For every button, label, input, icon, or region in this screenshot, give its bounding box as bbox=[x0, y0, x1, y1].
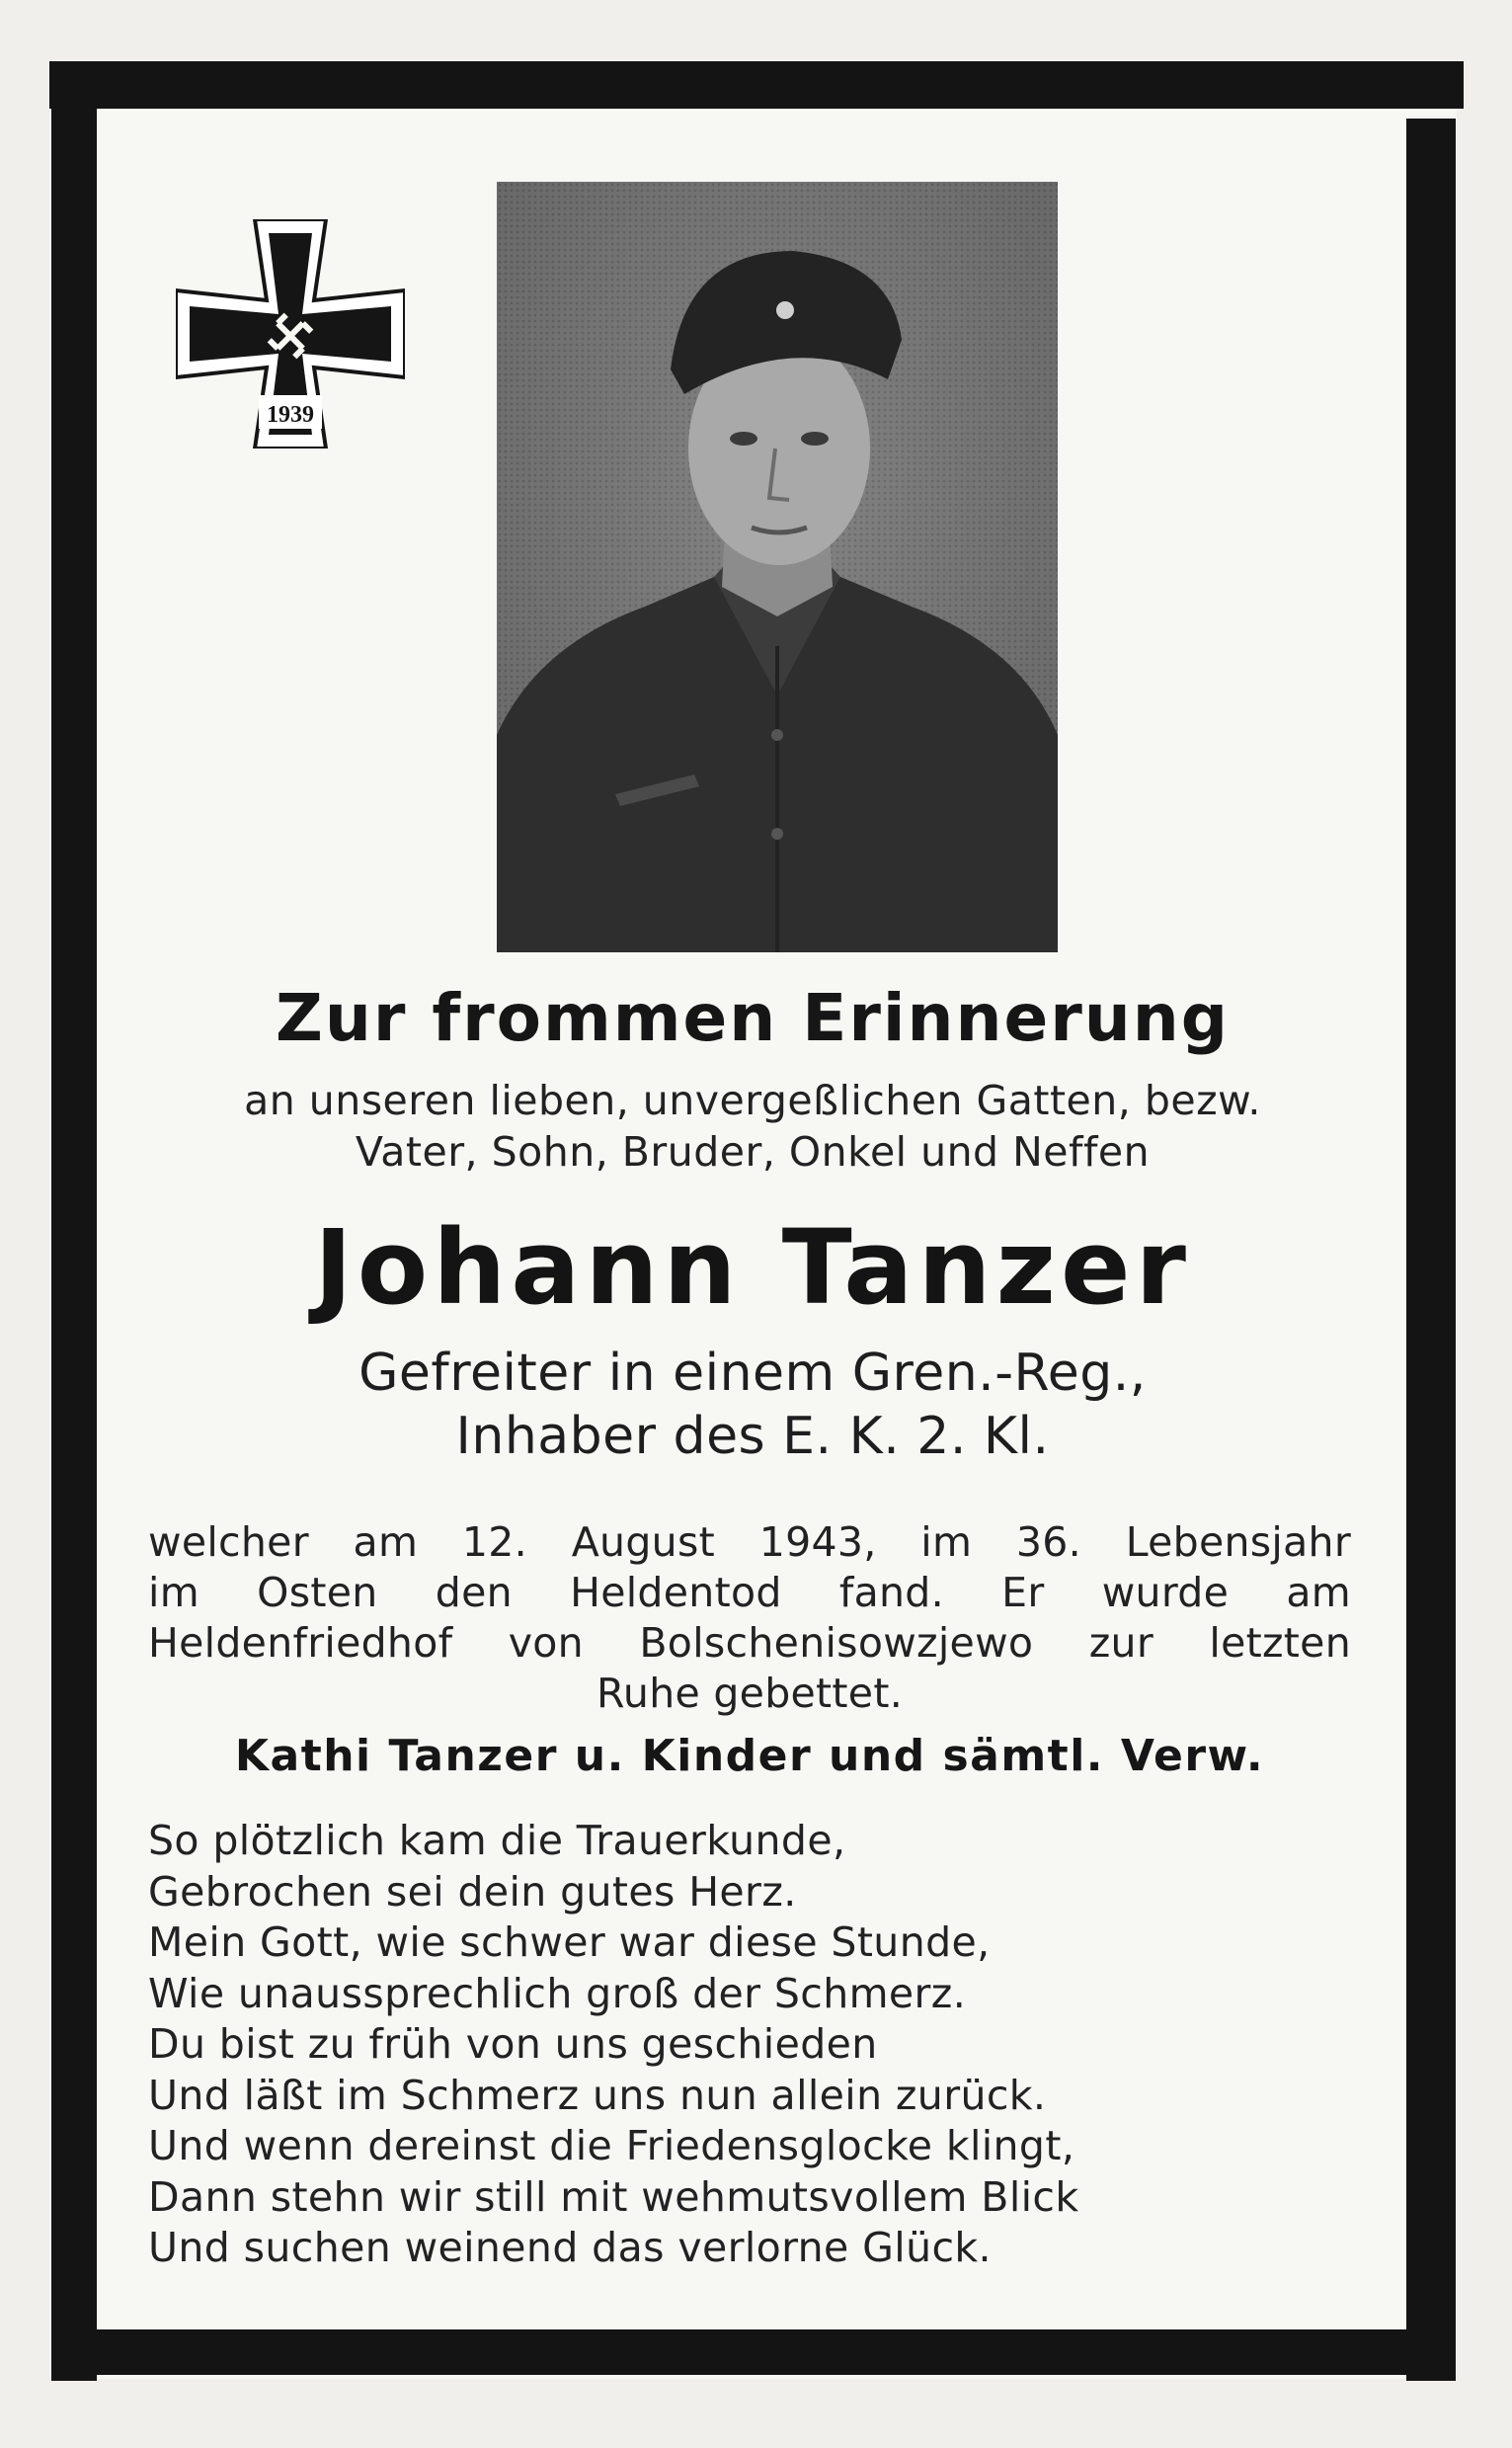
emblem-year: 1939 bbox=[267, 402, 314, 428]
details-line: Ruhe gebettet. bbox=[596, 1670, 904, 1717]
mourning-border-right bbox=[1406, 119, 1456, 2381]
rank-line: Inhaber des E. K. 2. Kl. bbox=[455, 1407, 1050, 1466]
details-line: Heldenfriedhof von Bolschenisowzjewo zur letzten bbox=[148, 1619, 1351, 1667]
death-details bbox=[148, 1517, 1351, 1719]
memorial-poem bbox=[148, 1816, 1351, 2274]
mourning-border-left bbox=[51, 109, 97, 2381]
rank-text bbox=[99, 1342, 1406, 1468]
details-line: welcher am 12. August 1943, im 36. Lebensjahr bbox=[148, 1518, 1351, 1566]
portrait-photo bbox=[497, 182, 1058, 952]
iron-cross-icon bbox=[176, 219, 405, 449]
poem-line: So plötzlich kam die Trauerkunde, bbox=[148, 1817, 846, 1864]
poem-line: Dann stehn wir still mit wehmutsvollem Blick bbox=[148, 2172, 1079, 2221]
poem-line: Und suchen weinend das verlorne Glück. bbox=[148, 2224, 992, 2271]
rank-line: Gefreiter in einem Gren.-Reg., bbox=[358, 1344, 1147, 1403]
poem-line: Mein Gott, wie schwer war diese Stunde, bbox=[148, 1918, 991, 1966]
poem-line: Wie unaussprechlich groß der Schmerz. bbox=[148, 1969, 967, 2017]
intro-line: an unseren lieben, unvergeßlichen Gatten, bezw. bbox=[244, 1077, 1261, 1124]
mourning-border-bottom bbox=[51, 2329, 1456, 2375]
mourning-border-top bbox=[49, 61, 1464, 109]
poem-line: Und läßt im Schmerz uns nun allein zurück. bbox=[148, 2071, 1047, 2119]
poem-line: Und wenn dereinst die Friedensglocke klingt, bbox=[148, 2122, 1075, 2169]
page-title: Zur frommen Erinnerung bbox=[275, 980, 1230, 1056]
poem-line: Gebrochen sei dein gutes Herz. bbox=[148, 1867, 797, 1916]
intro-text bbox=[99, 1075, 1406, 1178]
deceased-name: Johann Tanzer bbox=[314, 1207, 1191, 1328]
intro-line: Vater, Sohn, Bruder, Onkel und Neffen bbox=[355, 1128, 1151, 1176]
signed-by: Kathi Tanzer u. Kinder und sämtl. Verw. bbox=[234, 1731, 1265, 1781]
poem-line: Du bist zu früh von uns geschieden bbox=[148, 2020, 878, 2068]
details-line: im Osten den Heldentod fand. Er wurde am bbox=[148, 1569, 1351, 1616]
